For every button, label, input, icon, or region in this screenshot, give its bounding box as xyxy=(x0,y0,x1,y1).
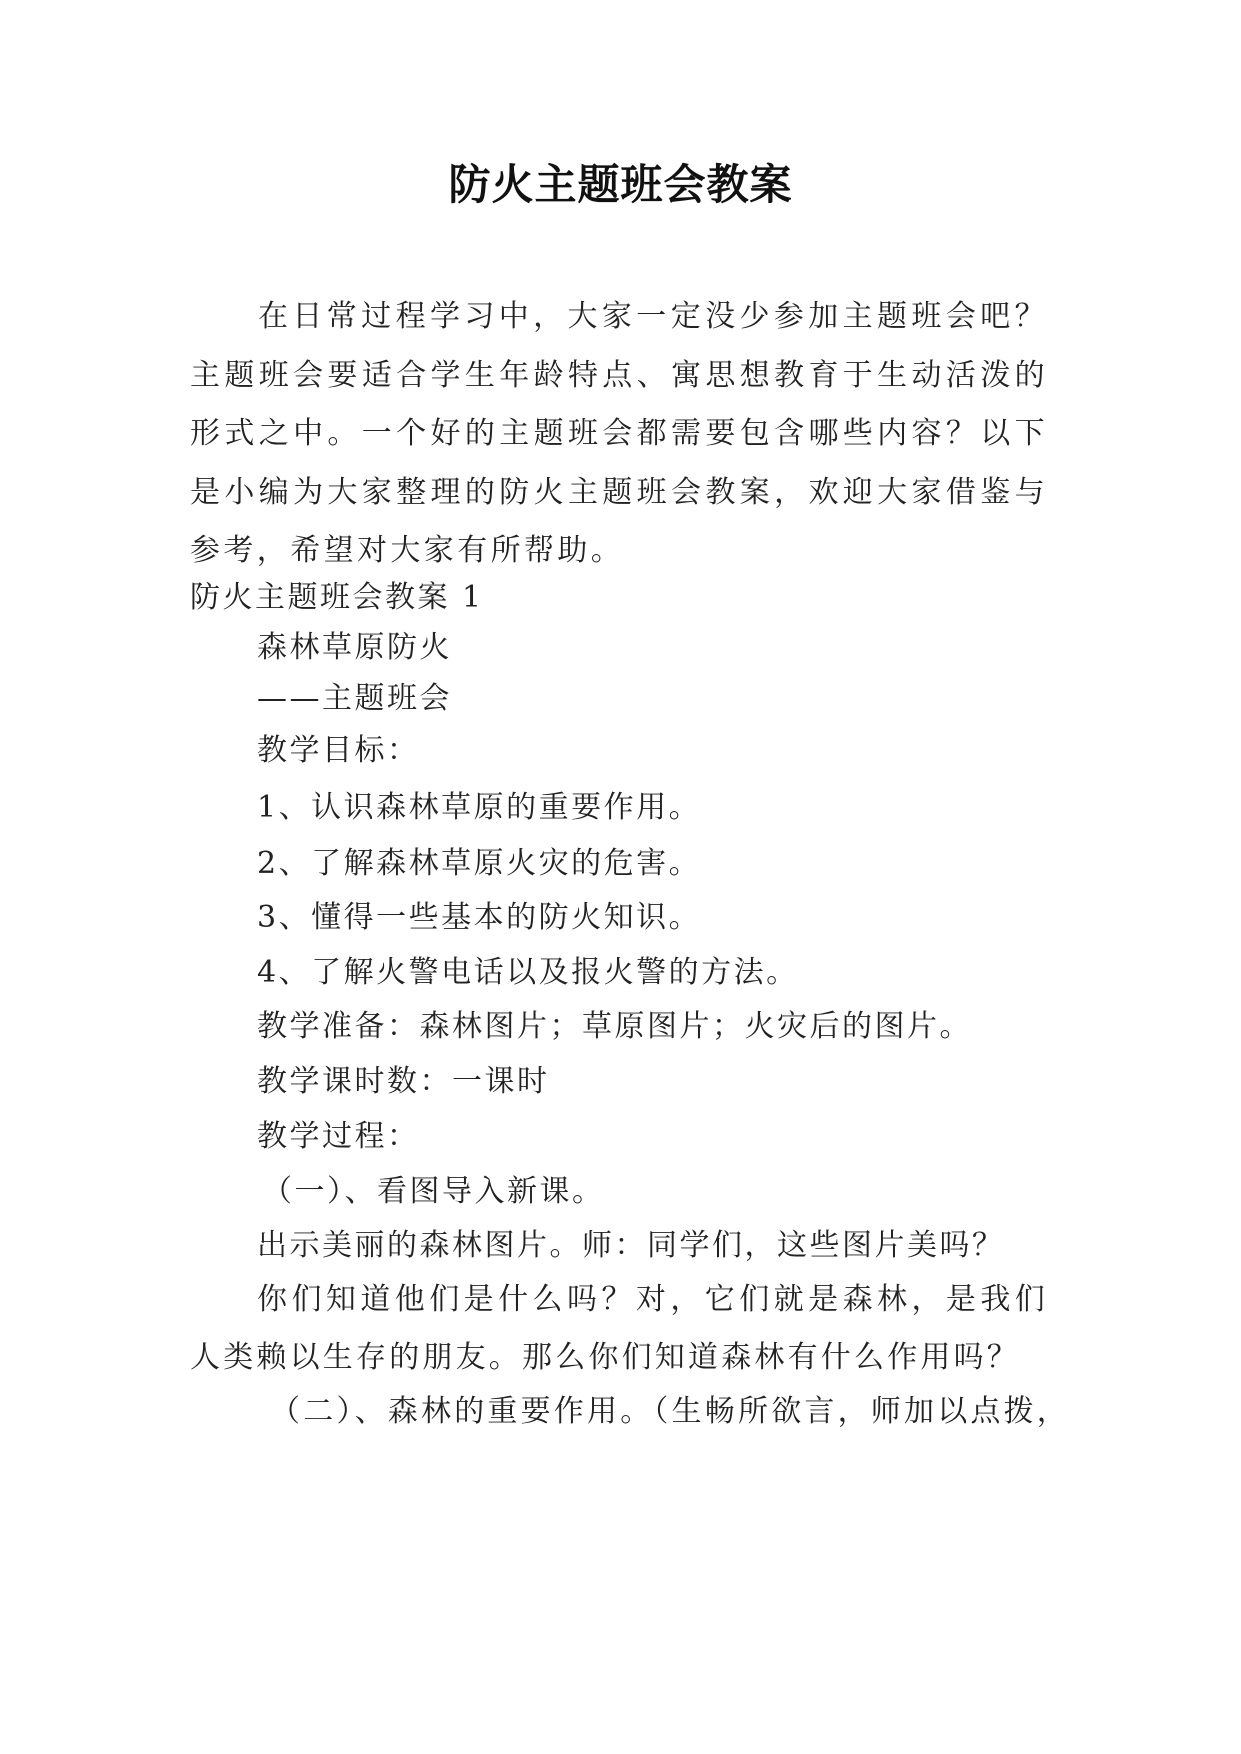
lesson-topic: 森林草原防火 xyxy=(257,630,452,665)
process-heading: 教学过程： xyxy=(257,1119,420,1154)
objective-item: 3、懂得一些基本的防火知识。 xyxy=(257,900,702,935)
forest-question-paragraph: 你们知道他们是什么吗？对，它们就是森林，是我们人类赖以生存的朋友。那么你们知道森林有什么作用吗？ xyxy=(190,1282,1048,1375)
objective-item: 1、认识森林草原的重要作用。 xyxy=(257,790,702,825)
lesson-subtitle: ——主题班会 xyxy=(257,681,452,716)
section-heading: 防火主题班会教案 1 xyxy=(190,580,484,615)
step-one-heading: （一）、看图导入新课。 xyxy=(262,1174,605,1209)
preparation-line: 教学准备：森林图片；草原图片；火灾后的图片。 xyxy=(257,1009,972,1044)
objectives-heading: 教学目标： xyxy=(257,733,420,768)
step-two-heading: （二）、森林的重要作用。（生畅所欲言，师加以点拨， xyxy=(270,1394,1070,1429)
step-one-text: 出示美丽的森林图片。师：同学们，这些图片美吗？ xyxy=(257,1228,1005,1263)
class-hours-line: 教学课时数：一课时 xyxy=(257,1064,550,1099)
objective-item: 4、了解火警电话以及报火警的方法。 xyxy=(257,955,799,990)
intro-paragraph: 在日常过程学习中，大家一定没少参加主题班会吧？主题班会要适合学生年龄特点、寓思想教育于生动活泼的形式之中。一个好的主题班会都需要包含哪些内容？以下是小编为大家整理的防火主题班会教案，欢迎大家借鉴与参考，希望对大家有所帮助。 xyxy=(190,299,1048,568)
document-title: 防火主题班会教案 xyxy=(448,160,793,209)
objective-item: 2、了解森林草原火灾的危害。 xyxy=(257,846,702,881)
